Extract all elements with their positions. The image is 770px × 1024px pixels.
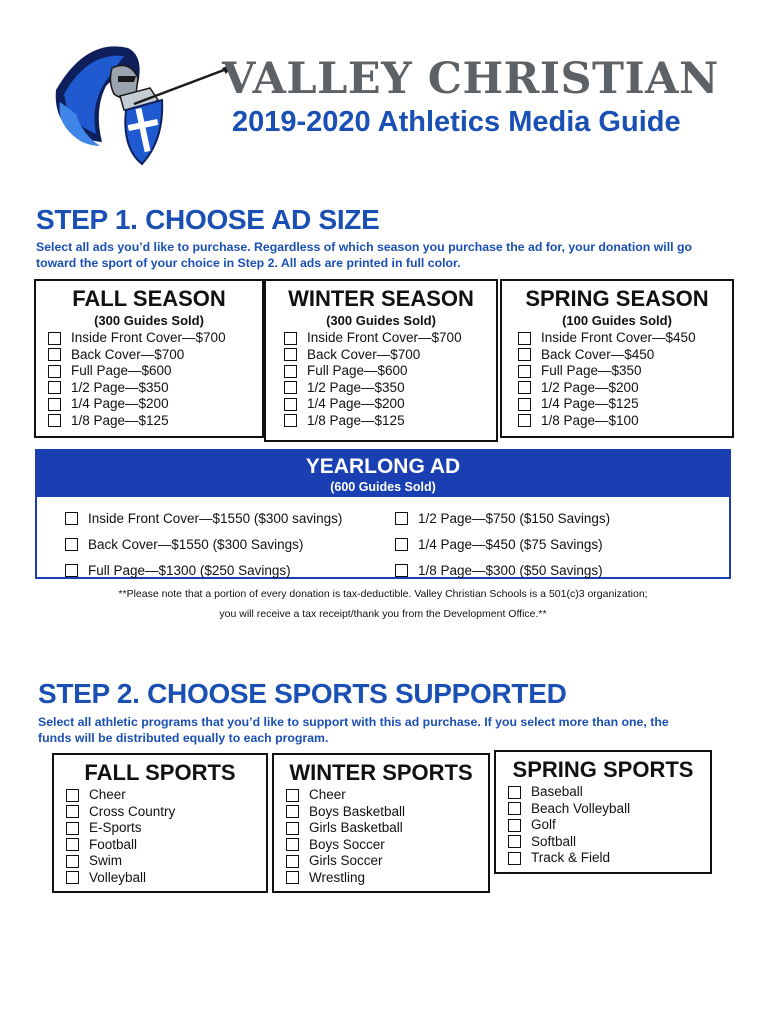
- fall-sports-title: FALL SPORTS: [84, 760, 236, 785]
- option-label: Inside Front Cover—$700: [307, 330, 462, 345]
- option-label: 1/4 Page—$200: [71, 396, 169, 411]
- checkbox[interactable]: [395, 564, 408, 577]
- checkbox[interactable]: [66, 838, 79, 851]
- winter-sports-box: [272, 753, 490, 893]
- tax-note-line1: **Please note that a portion of every donation is tax-deductible. Valley Christian Schools is a 501(c)3 organization;: [118, 588, 648, 600]
- checkbox[interactable]: [284, 398, 297, 411]
- option-label: 1/4 Page—$450 ($75 Savings): [418, 536, 603, 552]
- step1-title: STEP 1. CHOOSE AD SIZE: [36, 204, 380, 235]
- checkbox[interactable]: [66, 822, 79, 835]
- ad-option[interactable]: [518, 380, 732, 397]
- sport-option[interactable]: [508, 817, 710, 834]
- checkbox[interactable]: [48, 332, 61, 345]
- option-label: Full Page—$600: [307, 363, 408, 378]
- fall-season-guides: (300 Guides Sold): [94, 313, 204, 328]
- option-label: Cross Country: [89, 803, 176, 819]
- checkbox[interactable]: [286, 855, 299, 868]
- option-label: Girls Soccer: [309, 853, 383, 868]
- ad-option[interactable]: [48, 380, 262, 397]
- option-label: Cheer: [89, 787, 126, 802]
- checkbox[interactable]: [284, 365, 297, 378]
- ad-option[interactable]: [284, 413, 496, 430]
- fall-season-box: [34, 279, 264, 438]
- option-label: Wrestling: [309, 869, 366, 885]
- option-label: Back Cover—$700: [307, 346, 421, 362]
- checkbox[interactable]: [518, 398, 531, 411]
- checkbox[interactable]: [284, 348, 297, 361]
- ad-option[interactable]: [284, 347, 496, 364]
- checkbox[interactable]: [48, 414, 61, 427]
- option-label: Golf: [531, 817, 556, 832]
- step2-description: [38, 714, 738, 746]
- spring-season-guides: (100 Guides Sold): [562, 313, 672, 328]
- yearlong-options: [35, 497, 731, 579]
- option-label: 1/2 Page—$350: [71, 379, 169, 395]
- option-label: Inside Front Cover—$700: [71, 330, 226, 345]
- winter-season-guides: (300 Guides Sold): [326, 313, 436, 328]
- sport-option[interactable]: [286, 853, 488, 870]
- checkbox[interactable]: [66, 855, 79, 868]
- checkbox[interactable]: [286, 838, 299, 851]
- sport-option[interactable]: [286, 837, 488, 854]
- option-label: 1/8 Page—$125: [307, 412, 405, 428]
- ad-option[interactable]: [48, 413, 262, 430]
- checkbox[interactable]: [286, 805, 299, 818]
- step1-desc-line1: Select all ads you’d like to purchase. Regardless of which season you purchase the ad for, your donation will go: [36, 240, 692, 254]
- sport-option[interactable]: [508, 784, 710, 801]
- sport-option[interactable]: [508, 834, 710, 851]
- option-label: Boys Soccer: [309, 836, 385, 852]
- option-label: 1/8 Page—$125: [71, 412, 169, 428]
- ad-option[interactable]: [48, 347, 262, 364]
- option-label: Swim: [89, 853, 122, 868]
- spring-sports-title: SPRING SPORTS: [512, 757, 694, 782]
- step2-title: STEP 2. CHOOSE SPORTS SUPPORTED: [38, 678, 567, 709]
- yearlong-option[interactable]: [395, 557, 610, 583]
- checkbox[interactable]: [65, 564, 78, 577]
- checkbox[interactable]: [284, 414, 297, 427]
- option-label: Full Page—$350: [541, 363, 642, 378]
- step2-desc-line1: Select all athletic programs that you’d like to support with this ad purchase. If you select more than one, the: [38, 715, 669, 729]
- ad-option[interactable]: [284, 396, 496, 413]
- winter-season-title: WINTER SEASON: [288, 286, 474, 311]
- yearlong-header: [35, 449, 731, 497]
- winter-season-box: [264, 279, 498, 442]
- option-label: 1/2 Page—$200: [541, 379, 639, 395]
- sport-option[interactable]: [286, 820, 488, 837]
- sport-option[interactable]: [66, 787, 266, 804]
- winter-ad-options: [266, 330, 496, 429]
- sport-option[interactable]: [66, 820, 266, 837]
- checkbox[interactable]: [48, 348, 61, 361]
- ad-option[interactable]: [48, 363, 262, 380]
- winter-sports-title: WINTER SPORTS: [289, 760, 473, 785]
- option-label: 1/4 Page—$200: [307, 396, 405, 411]
- option-label: 1/8 Page—$300 ($50 Savings): [418, 562, 603, 578]
- option-label: Beach Volleyball: [531, 800, 631, 816]
- ad-option[interactable]: [518, 363, 732, 380]
- option-label: Track & Field: [531, 850, 611, 865]
- option-label: Inside Front Cover—$1550 ($300 savings): [88, 510, 343, 526]
- sport-option[interactable]: [66, 837, 266, 854]
- checkbox[interactable]: [48, 398, 61, 411]
- checkbox[interactable]: [508, 819, 521, 832]
- fall-season-title: FALL SEASON: [72, 286, 226, 311]
- option-label: 1/8 Page—$100: [541, 412, 639, 428]
- yearlong-guides: (600 Guides Sold): [330, 480, 436, 494]
- checkbox[interactable]: [518, 348, 531, 361]
- spring-season-box: [500, 279, 734, 438]
- option-label: Boys Basketball: [309, 803, 406, 819]
- option-label: Back Cover—$1550 ($300 Savings): [88, 536, 304, 552]
- checkbox[interactable]: [284, 332, 297, 345]
- sport-option[interactable]: [66, 804, 266, 821]
- checkbox[interactable]: [508, 786, 521, 799]
- yearlong-option[interactable]: [65, 505, 342, 531]
- option-label: Back Cover—$700: [71, 346, 185, 362]
- tax-note-line2: you will receive a tax receipt/thank you from the Development Office.**: [219, 608, 547, 620]
- step1-description: [36, 239, 736, 271]
- fall-sports-options: [54, 787, 266, 886]
- option-label: Full Page—$1300 ($250 Savings): [88, 562, 291, 578]
- option-label: Football: [89, 836, 138, 852]
- spring-season-title: SPRING SEASON: [525, 286, 709, 311]
- option-label: Softball: [531, 833, 577, 849]
- ad-option[interactable]: [518, 396, 732, 413]
- ad-option[interactable]: [518, 330, 732, 347]
- option-label: Baseball: [531, 784, 583, 799]
- checkbox[interactable]: [65, 538, 78, 551]
- checkbox[interactable]: [48, 365, 61, 378]
- sport-option[interactable]: [286, 870, 488, 887]
- checkbox[interactable]: [518, 365, 531, 378]
- sport-option[interactable]: [286, 787, 488, 804]
- sport-option[interactable]: [286, 804, 488, 821]
- ad-option[interactable]: [284, 380, 496, 397]
- sport-option[interactable]: [508, 801, 710, 818]
- sport-option[interactable]: [508, 850, 710, 867]
- option-label: Full Page—$600: [71, 363, 172, 378]
- fall-ad-options: [36, 330, 262, 429]
- option-label: Volleyball: [89, 869, 147, 885]
- spring-sports-options: [496, 784, 710, 867]
- yearlong-title: YEARLONG AD: [305, 455, 461, 478]
- checkbox[interactable]: [284, 381, 297, 394]
- ad-option[interactable]: [284, 330, 496, 347]
- ad-option[interactable]: [48, 330, 262, 347]
- checkbox[interactable]: [66, 871, 79, 884]
- yearlong-option[interactable]: [395, 531, 610, 557]
- checkbox[interactable]: [65, 512, 78, 525]
- checkbox[interactable]: [66, 789, 79, 802]
- spring-sports-box: [494, 750, 712, 874]
- option-label: Cheer: [309, 787, 346, 802]
- ad-option[interactable]: [284, 363, 496, 380]
- checkbox[interactable]: [508, 835, 521, 848]
- checkbox[interactable]: [48, 381, 61, 394]
- step2-desc-line2: funds will be distributed equally to each program.: [38, 731, 329, 745]
- ad-option[interactable]: [518, 347, 732, 364]
- school-name: VALLEY CHRISTIAN: [222, 54, 719, 104]
- checkbox[interactable]: [508, 852, 521, 865]
- checkbox[interactable]: [286, 789, 299, 802]
- checkbox[interactable]: [395, 538, 408, 551]
- checkbox[interactable]: [508, 802, 521, 815]
- sport-option[interactable]: [66, 853, 266, 870]
- guide-title: 2019-2020 Athletics Media Guide: [232, 106, 681, 138]
- step1-desc-line2: toward the sport of your choice in Step 2. All ads are printed in full color.: [36, 256, 461, 270]
- option-label: 1/2 Page—$350: [307, 379, 405, 395]
- yearlong-option[interactable]: [395, 505, 610, 531]
- checkbox[interactable]: [286, 871, 299, 884]
- checkbox[interactable]: [518, 332, 531, 345]
- ad-option[interactable]: [518, 413, 732, 430]
- option-label: Girls Basketball: [309, 820, 403, 835]
- spring-ad-options: [502, 330, 732, 429]
- sport-option[interactable]: [66, 870, 266, 887]
- fall-sports-box: [52, 753, 268, 893]
- option-label: Inside Front Cover—$450: [541, 330, 696, 345]
- yearlong-option[interactable]: [65, 557, 342, 583]
- knight-logo: [46, 30, 236, 180]
- option-label: 1/2 Page—$750 ($150 Savings): [418, 510, 611, 526]
- checkbox[interactable]: [395, 512, 408, 525]
- yearlong-option[interactable]: [65, 531, 342, 557]
- ad-option[interactable]: [48, 396, 262, 413]
- checkbox[interactable]: [518, 414, 531, 427]
- option-label: 1/4 Page—$125: [541, 396, 639, 411]
- option-label: E-Sports: [89, 820, 142, 835]
- checkbox[interactable]: [286, 822, 299, 835]
- checkbox[interactable]: [66, 805, 79, 818]
- winter-sports-options: [274, 787, 488, 886]
- option-label: Back Cover—$450: [541, 346, 655, 362]
- checkbox[interactable]: [518, 381, 531, 394]
